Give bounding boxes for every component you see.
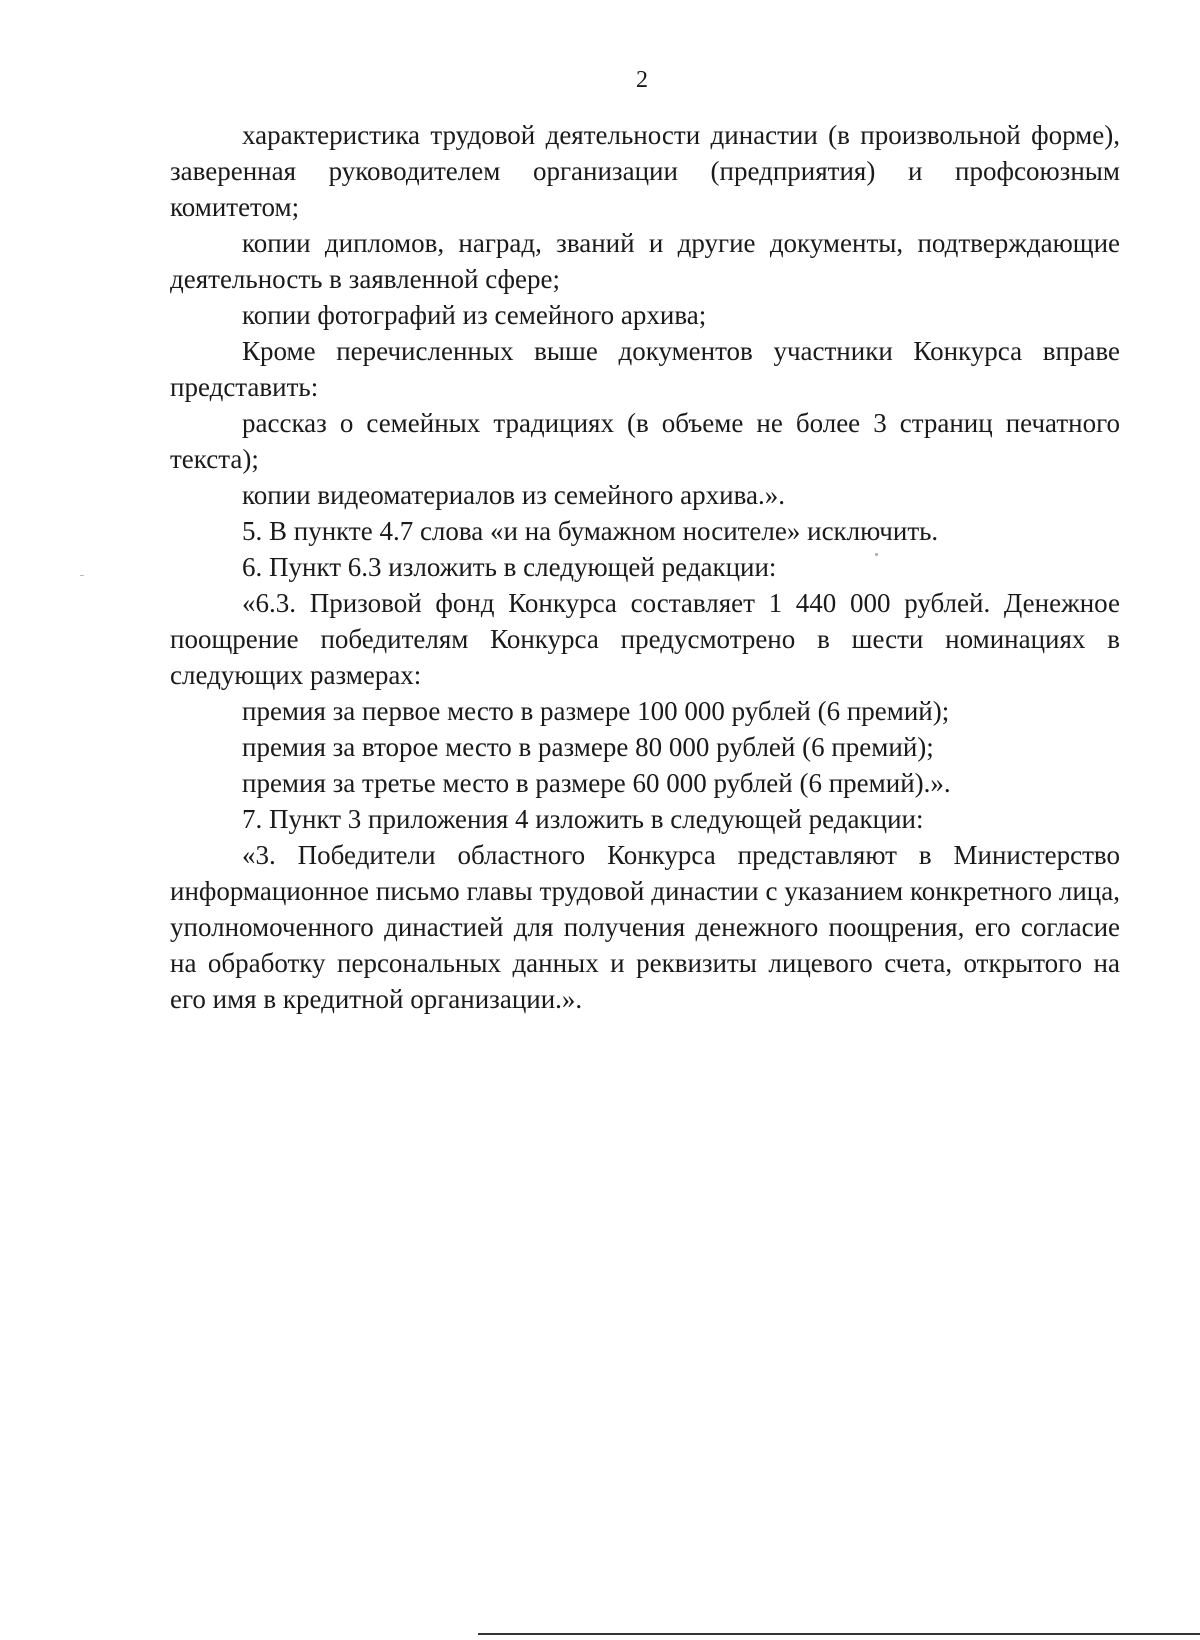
paragraph-third-prize: премия за третье место в размере 60 000 рублей (6 премий).». (242, 768, 951, 798)
paragraph-winners-letter: «3. Победители областного Конкурса представляют в Министерство информационное письмо главы трудовой династии с указанием конкретного лица, уполномоченного династией для получения денежного поощрения, его согласие на обработку персональных данных и реквизиты лицевого счета, открытого на его имя в кредитной организации.». (170, 840, 1120, 1014)
paragraph-video-copies: копии видеоматериалов из семейного архива.». (242, 480, 785, 510)
bottom-edge-line (478, 1633, 1200, 1635)
paragraph-prize-fund: «6.3. Призовой фонд Конкурса составляет 1 440 000 рублей. Денежное поощрение победителям Конкурса предусмотрено в шести номинациях в следующих размерах: (170, 588, 1120, 690)
paragraph-photo-copies: копии фотографий из семейного архива; (242, 300, 707, 330)
page-number: 2 (636, 67, 648, 93)
paragraph-second-prize: премия за второе место в размере 80 000 рублей (6 премий); (242, 732, 934, 762)
scan-artifact-left (80, 575, 84, 576)
paragraph-additional-documents: Кроме перечисленных выше документов участники Конкурса вправе представить: (170, 336, 1120, 402)
document-body (170, 117, 1120, 1017)
paragraph-dynasty-characteristics: характеристика трудовой деятельности династии (в произвольной форме), заверенная руководителем организации (предприятия) и профсоюзным комитетом; (170, 120, 1120, 222)
paragraph-item-7: 7. Пункт 3 приложения 4 изложить в следующей редакции: (242, 804, 924, 834)
scan-artifact-dot (875, 553, 878, 556)
paragraph-item-5: 5. В пункте 4.7 слова «и на бумажном носителе» исключить. (242, 516, 939, 546)
paragraph-first-prize: премия за первое место в размере 100 000 рублей (6 премий); (242, 696, 950, 726)
paragraph-diploma-copies: копии дипломов, наград, званий и другие документы, подтверждающие деятельность в заявленной сфере; (170, 228, 1120, 294)
paragraph-family-traditions: рассказ о семейных традициях (в объеме не более 3 страниц печатного текста); (170, 408, 1120, 474)
paragraph-item-6: 6. Пункт 6.3 изложить в следующей редакции: (242, 552, 777, 582)
